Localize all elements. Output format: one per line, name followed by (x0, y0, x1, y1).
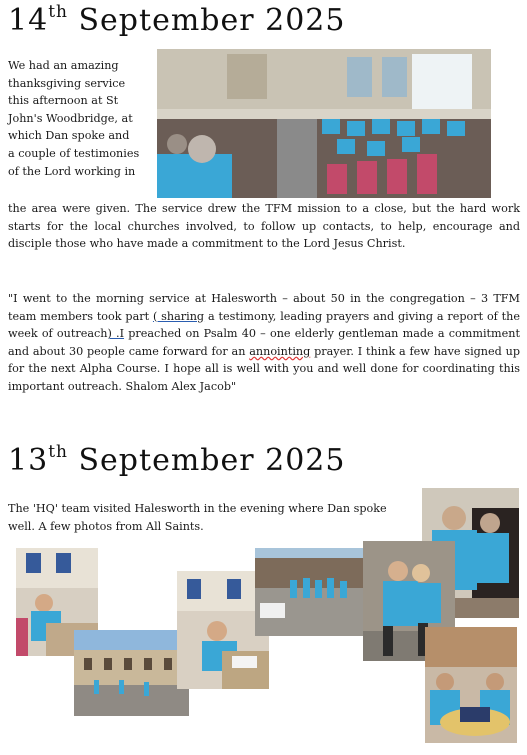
heading-suffix: th (48, 2, 68, 22)
heading-rest: September 2025 (67, 443, 346, 478)
intro-line: which Dan spoke and (8, 129, 130, 143)
photo-street-building (74, 630, 189, 716)
heading-day: 14 (8, 3, 49, 38)
quote-text: preached on Psalm 40 – one elderly gentleman made a commitment and about 30 people came forward for an (8, 327, 520, 358)
intro-line: a couple of testimonies (8, 146, 140, 160)
intro-line: We had an amazing (8, 59, 119, 72)
heading-rest: September 2025 (67, 3, 346, 38)
quote-underlined: ( sharing (152, 309, 205, 323)
intro-line: John's Woodbridge, at (8, 111, 133, 125)
quote-text: "I went to the morning service at Halesworth – about 50 in the congregation – 3 TFM team members took part (8, 292, 520, 323)
heading-suffix: th (48, 442, 68, 462)
photo-street-group (255, 548, 370, 636)
quote-text: prayer. I think a few have signed up for the next Alpha Course. I hope all is well with you and well done for coordinating this important outreach. Shalom Alex Jacob" (8, 344, 520, 393)
quote-text: a testimony, leading prayers and giving a report of the week of outreach (8, 309, 520, 341)
intro-line: this afternoon at St (8, 94, 119, 108)
service-paragraph: the area were given. The service drew the TFM mission to a close, but the hard work starts for the local churches involved, to follow up contacts, to help, encourage and disciple those who have made a commitment to the Lord Jesus Christ. (8, 202, 520, 251)
quote-underlined: ) .I (107, 327, 125, 341)
heading-day: 13 (8, 443, 49, 478)
photo-cafe-table (425, 627, 517, 743)
intro-line: of the Lord working in (8, 164, 136, 178)
intro-text (8, 57, 153, 180)
heading-14-september (8, 2, 346, 38)
misspelled-word: annointing (249, 344, 311, 358)
heading-13-september (8, 442, 346, 478)
quote-paragraph (8, 290, 520, 396)
intro-line: thanksgiving service (8, 76, 126, 90)
halesworth-text: The 'HQ' team visited Halesworth in the evening where Dan spoke well. A few photos from All Saints. (8, 502, 387, 533)
church-service-photo (157, 49, 491, 198)
